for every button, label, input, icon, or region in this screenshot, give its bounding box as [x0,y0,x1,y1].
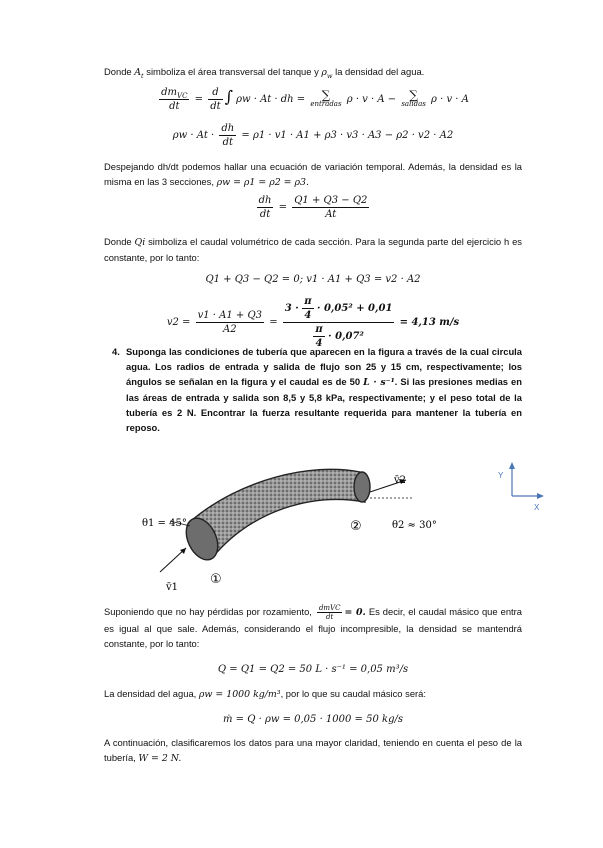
pipe-body [180,469,370,565]
equation-volume-balance: ρw · At · $\frac{dh}{dt}$ = ρ1 · v1 · A1 + ρ3 · v3 · A3 − ρ2 · v2 · A2 [172,123,454,148]
theta1-label: θ1 = 45° [142,518,187,529]
text: Donde [104,66,135,77]
equation-v2: v2 = $\frac{v1 \cdot A1 + Q3}{A2}$ = 3 · $\frac{\pi}{4}$ · 0,05² + 0,01 $\frac{\pi}{4}$ · 0,07² = 4,13 m/s [166,296,460,349]
axis-x-label: X [534,503,540,512]
paragraph-caudal: Donde Qi simboliza el caudal volumétrico de cada sección. Para la segunda parte del ejercicio h es constante, por lo tanto: [104,236,522,263]
axis-y-label: Y [498,471,504,480]
paragraph-continuacion: A continuación, clasificaremos los datos para una mayor claridad, teniendo en cuenta el peso de la tubería, W = 2 N. [104,737,522,764]
paragraph-intro: Donde $A_t$ simboliza el área transversal del tanque y $\rho_w$ la densidad del agua. [104,66,425,80]
sum-entradas: ∑ entradas [310,87,342,108]
pipe-figure [130,450,560,600]
sum-salidas: ∑ salidas [401,87,426,108]
text: simboliza el área transversal del tanque y [143,66,322,77]
axis-indicator [498,462,544,512]
paragraph-suponiendo: Suponiendo que no hay pérdidas por rozamiento, $\frac{\text{dmVC}}{dt}$ = 0. Es decir, el caudal másico que entra es igual al que sale. Además, considerando el flujo incompresible, la densidad se mantendrá constante, por lo tanto: [104,604,522,650]
section-1-label: ① [210,572,222,587]
fraction-d-dt: $\frac{d}{dt}$ [210,87,221,112]
fraction-numeric: 3 · $\frac{\pi}{4}$ · 0,05² + 0,01 $\frac{\pi}{4}$ · 0,07² [284,296,393,349]
outlet-section [354,472,370,502]
equation-caudal-masico: ṁ = Q · ρw = 0,05 · 1000 = 50 kg/s [223,714,403,725]
equation-continuity: Q1 + Q3 − Q2 = 0; v1 · A1 + Q3 = v2 · A2 [205,274,421,285]
fraction-dm-dt: $\frac{dm_{VC}}{dt}$ [161,87,188,112]
v1-label: v̄1 [166,582,179,593]
equation-caudal: Q = Q1 = Q2 = 50 L · s⁻¹ = 0,05 m³/s [217,664,409,675]
equation-dh-dt: $\frac{dh}{dt}$ = $\frac{Q1 + Q3 - Q2}{At}$ [258,195,368,220]
theta2-label: θ2 ≈ 30° [392,520,437,531]
equation-mass-balance: $\frac{dm_{VC}}{dt}$ = $\frac{d}{dt}$ ∫ ρw · At · dh = ∑ entradas ρ · v · A − ∑ salidas ρ · v · A [161,87,469,112]
text: la densidad del agua. [332,66,425,77]
problem-statement: Suponga las condiciones de tubería que aparecen en la figura a través de la cual circula agua. Los radios de entrada y salida de flujo son 25 y 15 cm, respectivamente; los ángulos se señalan en la figura y el caudal es de 50 L · s⁻¹. Si las presiones medias en las áreas de entrada y salida son 8,5 y 5,8 kPa, respectivamente; y el peso total de la tubería es 2 N. Encontrar la fuerza resultante requerida para mantener la tubería en reposo. [126,346,523,433]
fraction-dh-dt: $\frac{dh}{dt}$ [221,123,235,148]
symbol: A [134,67,142,78]
list-number: 4. [112,346,120,357]
paragraph-densidad: La densidad del agua, ρw = 1000 kg/m³, por lo que su caudal másico será: [104,688,426,700]
section-2-label: ② [350,519,362,534]
paragraph-despejando: Despejando dh/dt podemos hallar una ecuación de variación temporal. Además, la densidad es la misma en las 3 secciones, ρw = ρ1 = ρ2 = ρ3. [104,161,522,188]
integral-sign: ∫ [224,87,233,106]
v2-label: v̄2 [394,475,407,486]
